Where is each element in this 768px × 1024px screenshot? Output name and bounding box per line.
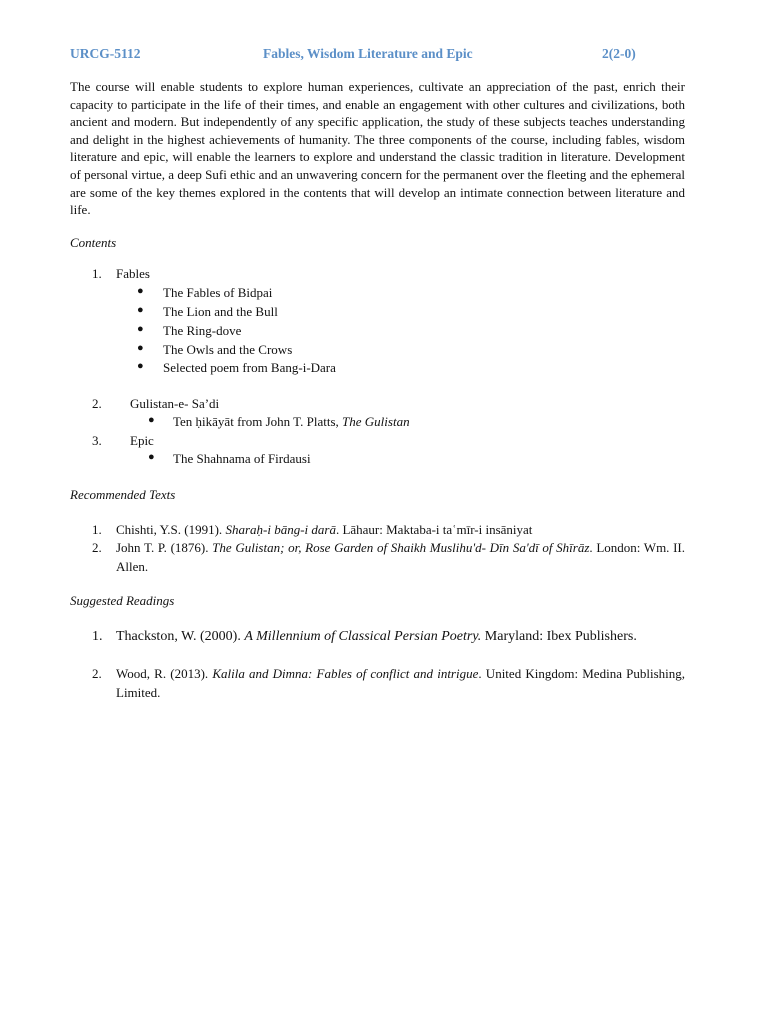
bullet-icon: ● — [137, 360, 144, 372]
course-header — [70, 46, 685, 64]
bullet-icon: ● — [137, 342, 144, 354]
course-credits: 2(2-0) — [602, 46, 636, 61]
contents-heading: Contents — [70, 235, 117, 250]
section-title: Gulistan-e- Sa’di — [130, 396, 220, 411]
bullet-icon: ● — [137, 304, 144, 316]
section-number: 2. — [92, 396, 102, 411]
recommended-texts-heading: Recommended Texts — [70, 487, 176, 502]
bullet-icon: ● — [137, 323, 144, 335]
course-code: URCG-5112 — [70, 46, 141, 61]
section-number: 1. — [92, 266, 102, 281]
suggested-readings-heading: Suggested Readings — [70, 593, 175, 608]
section-number: 3. — [92, 433, 102, 448]
course-description: The course will enable students to explore human experiences, cultivate an appreciation of the past, enrich their capacity to participate in the life of their times, and enable an engagement with other cultures and civilizations, both ancient and modern. But independently of any specific application, the study of these subjects teaches understanding and delight in the highest achievements of humanity. The three components of the course, including fables, wisdom literature and epic, will enable the learners to explore and understand the classic tradition in literature. Development of personal virtue, a deep Sufi ethic and an unwavering concern for the permanent over the fleeting and the ephemeral are some of the key themes explored in the contents that will develop an intimate connection between literature and life. — [70, 79, 685, 218]
bullet-icon: ● — [137, 285, 144, 297]
course-title: Fables, Wisdom Literature and Epic — [263, 46, 473, 61]
bullet-icon: ● — [148, 451, 155, 463]
bullet-icon: ● — [148, 414, 155, 426]
section-title: Fables — [116, 266, 150, 281]
section-title: Epic — [130, 433, 154, 448]
